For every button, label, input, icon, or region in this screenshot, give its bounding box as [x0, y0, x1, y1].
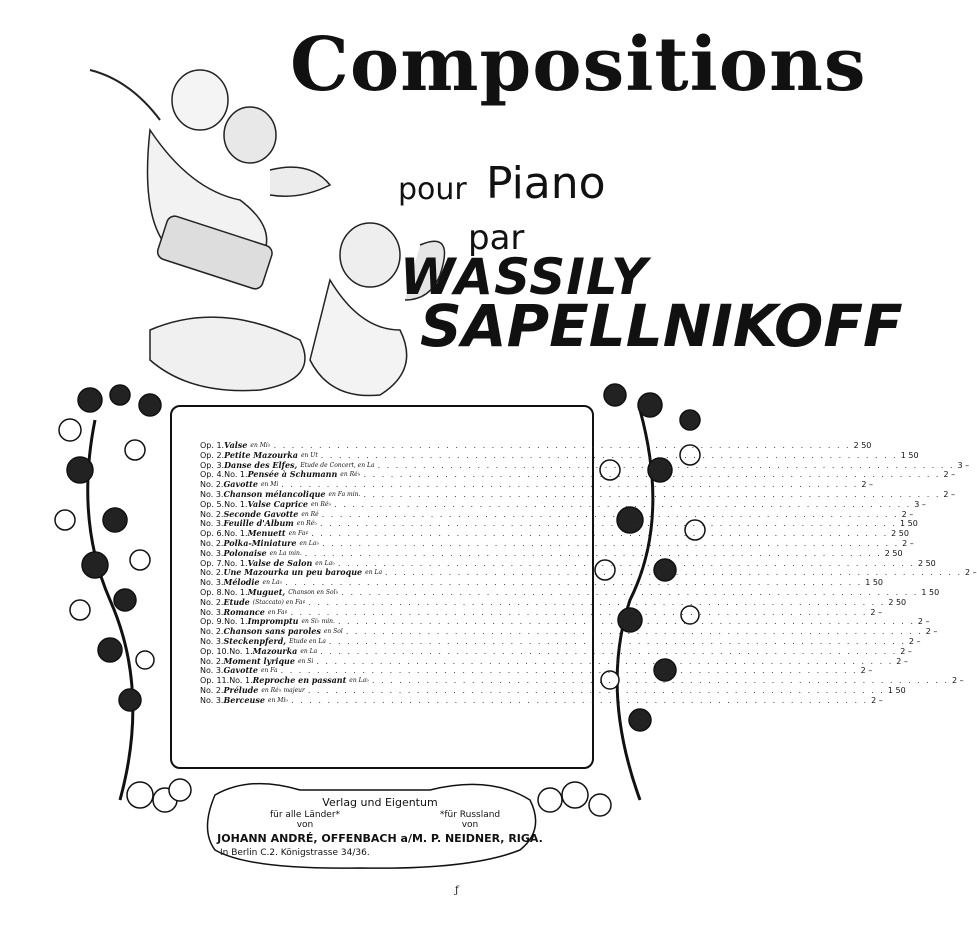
piece-number: No. 3.: [200, 695, 224, 705]
piece-title: Etude: [223, 596, 250, 607]
piece-key: Etude de Concert, en La: [300, 461, 375, 469]
piece-price: 2 –: [943, 470, 956, 480]
piece-title: Danse des Elfes,: [224, 459, 298, 470]
publisher-left-b: von: [296, 820, 314, 830]
piece-key: en La min.: [269, 549, 302, 557]
publisher-right-a: *für Russland: [439, 810, 501, 820]
publisher-left-label: [250, 810, 360, 830]
piece-key: en Si: [297, 657, 314, 665]
piece-price: 2 –: [871, 695, 883, 705]
piece-price: 2 –: [965, 568, 977, 578]
piece-number: No. 1.: [229, 646, 253, 656]
piece-number: No. 1.: [224, 499, 248, 509]
piece-number: No. 2.: [200, 538, 224, 548]
opus-number: Op. 8.: [200, 587, 225, 597]
piece-key: en Mi♭: [267, 696, 289, 704]
piece-title: Valse de Salon: [247, 557, 313, 568]
piece-key: en Ré: [301, 510, 319, 518]
piece-number: No. 3.: [200, 519, 224, 529]
piece-title: Moment lyrique: [223, 655, 295, 666]
piece-key: en La♭: [299, 539, 320, 547]
piece-key: en Ré♭: [311, 500, 332, 508]
piece-price: 3 –: [914, 499, 926, 509]
piece-key: Etude en La: [289, 637, 326, 645]
piece-price: 2 –: [901, 509, 914, 519]
piece-title: Muguet,: [247, 586, 286, 597]
piece-title: Gavotte: [223, 479, 258, 490]
piece-price: 2 –: [870, 607, 883, 617]
title-piano: Piano: [486, 158, 606, 209]
piece-title: Chanson sans paroles: [223, 626, 321, 637]
catalog-row: [200, 586, 940, 598]
piece-price: 2 –: [902, 538, 914, 548]
leader-dots: [364, 470, 941, 480]
piece-key: en La♭: [262, 579, 283, 587]
piece-price: 2 50: [917, 558, 936, 568]
piece-number: No. 3.: [200, 607, 224, 617]
opus-number: Op. 1.: [200, 441, 225, 450]
piece-title: Steckenpferd,: [223, 635, 287, 646]
publisher-block: [217, 796, 543, 858]
piece-key: en La♭: [315, 559, 335, 567]
piece-key: en La: [300, 647, 318, 655]
piece-title: Mélodie: [223, 577, 260, 588]
piece-number: No. 2.: [200, 627, 224, 637]
publisher-right-b: von: [461, 820, 479, 830]
piece-number: No. 2.: [200, 480, 224, 490]
piece-number: No. 3.: [200, 578, 224, 588]
piece-price: 2 50: [891, 529, 909, 539]
leader-dots: [291, 696, 868, 706]
piece-key: en Fa♯: [288, 530, 309, 538]
leader-dots: [290, 608, 867, 618]
leader-dots: [321, 451, 898, 461]
piece-price: 2 –: [925, 627, 938, 637]
piece-number: No. 1.: [224, 617, 248, 627]
leader-dots: [338, 559, 915, 569]
opus-number: Op. 11.: [200, 676, 230, 686]
piece-key: Chanson en Sol♭: [288, 588, 339, 596]
piece-key: en Fa: [260, 667, 278, 675]
composer-first-name: WASSILY: [400, 248, 649, 306]
piece-title: Berceuse: [223, 694, 265, 705]
piece-price: 2 –: [896, 656, 908, 666]
piece-title: Romance: [223, 606, 265, 617]
opus-number: Op. 3.: [200, 460, 225, 470]
piece-key: en La: [365, 569, 383, 577]
leader-dots: [378, 461, 955, 471]
opus-number: Op. 5.: [200, 499, 225, 509]
piece-price: 1 50: [900, 450, 919, 460]
piece-number: No. 1.: [224, 558, 248, 568]
piece-key: en Ré♭ majeur: [261, 686, 305, 694]
piece-key: en Ré♭: [340, 471, 361, 479]
piece-price: 2 50: [884, 548, 903, 558]
piece-title: Prélude: [223, 684, 259, 695]
piece-key: en La♭: [349, 677, 369, 685]
opus-number: Op. 10.: [200, 646, 230, 656]
piece-number: No. 2.: [200, 509, 224, 519]
footer-mark: ƒ: [455, 885, 459, 896]
piece-price: 2 –: [900, 646, 912, 656]
piece-key: en Si♭ min.: [301, 618, 335, 626]
opus-number: Op. 9.: [200, 617, 225, 627]
works-catalog: [200, 440, 977, 706]
leader-dots: [329, 637, 906, 647]
piece-title: Mazourka: [252, 645, 298, 656]
leader-dots: [281, 666, 858, 676]
piece-key: en Fa min.: [328, 490, 361, 498]
leader-dots: [308, 598, 885, 608]
piece-number: No. 3.: [200, 489, 224, 499]
leader-dots: [281, 480, 858, 490]
piece-number: No. 3.: [200, 636, 224, 646]
piece-title: Menuett: [247, 528, 286, 539]
piece-price: 1 50: [921, 587, 940, 597]
leader-dots: [341, 588, 918, 598]
piece-title: Valse Caprice: [247, 498, 308, 509]
publisher-names: JOHANN ANDRÉ, OFFENBACH a/M. P. NEIDNER, RIGA.: [217, 832, 543, 845]
piece-key: en Ut: [300, 451, 318, 459]
piece-number: No. 3.: [200, 666, 224, 676]
publisher-right-label: [410, 810, 530, 830]
piece-price: 2 –: [860, 666, 873, 676]
piece-title: Impromptu: [247, 616, 299, 627]
piece-title: Gavotte: [223, 665, 258, 676]
publisher-address: In Berlin C.2. Königstrasse 34/36.: [220, 848, 370, 858]
leader-dots: [320, 647, 897, 657]
piece-key: en Fa♯: [267, 608, 288, 616]
piece-title: Polka-Miniature: [223, 537, 297, 548]
leader-dots: [334, 500, 911, 510]
piece-title: Valse: [224, 440, 248, 450]
piece-number: No. 2.: [200, 656, 224, 666]
piece-number: No. 1.: [224, 529, 248, 539]
leader-dots: [322, 510, 899, 520]
piece-price: 2 50: [853, 441, 872, 450]
leader-dots: [274, 441, 851, 451]
piece-title: Seconde Gavotte: [223, 508, 299, 519]
piece-key: en Ré♭: [296, 520, 318, 528]
leader-dots: [322, 539, 899, 549]
opus-number: Op. 7.: [200, 558, 225, 568]
piece-price: 2 50: [888, 597, 907, 607]
composer-last-name: SAPELLNIKOFF: [420, 292, 903, 360]
opus-number: Op. 4.: [200, 470, 225, 480]
piece-title: Feuille d'Album: [223, 518, 294, 529]
piece-number: No. 2.: [200, 568, 224, 578]
piece-price: 2 –: [951, 676, 964, 686]
title-par: par: [468, 218, 525, 258]
piece-number: No. 1.: [229, 676, 253, 686]
piece-price: 1 50: [899, 519, 918, 529]
publisher-heading: Verlag und Eigentum: [322, 796, 438, 809]
piece-number: No. 3.: [200, 548, 224, 558]
opus-number: Op. 2.: [200, 450, 225, 460]
leader-dots: [320, 519, 897, 529]
piece-number: No. 1.: [224, 587, 248, 597]
piece-price: 2 –: [861, 480, 873, 490]
piece-number: No. 1.: [224, 470, 248, 480]
leader-dots: [285, 578, 862, 588]
title-compositions: Compositions: [290, 22, 867, 108]
piece-number: No. 2.: [200, 597, 224, 607]
catalog-row: [200, 694, 883, 706]
opus-number: Op. 6.: [200, 529, 225, 539]
piece-price: 2 –: [917, 617, 930, 627]
leader-dots: [385, 568, 962, 578]
piece-key: (Staccato) en Fa♯: [252, 598, 306, 606]
leader-dots: [308, 686, 885, 696]
leader-dots: [311, 529, 888, 539]
publisher-left-a: für alle Länder*: [269, 810, 341, 820]
piece-price: 3 –: [957, 460, 970, 470]
leader-dots: [305, 549, 882, 559]
piece-title: Une Mazourka un peu baroque: [223, 567, 363, 578]
leader-dots: [316, 657, 893, 667]
piece-title: Petite Mazourka: [224, 449, 298, 460]
piece-title: Polonaise: [223, 547, 267, 558]
title-pour: pour: [398, 172, 467, 207]
piece-price: 2 –: [908, 636, 921, 646]
leader-dots: [346, 627, 923, 637]
piece-price: 2 –: [943, 489, 956, 499]
piece-key: en Sol: [323, 628, 343, 636]
piece-title: Pensée à Schumann: [247, 469, 338, 480]
piece-price: 1 50: [865, 578, 884, 588]
leader-dots: [338, 617, 915, 627]
leader-dots: [372, 676, 949, 686]
left-floral-border: [55, 385, 161, 800]
piece-price: 1 50: [887, 685, 906, 695]
piece-title: Reproche en passant: [252, 675, 347, 686]
piece-number: No. 2.: [200, 685, 224, 695]
piece-key: en Mi: [260, 481, 279, 489]
piece-key: en Mi♭: [250, 442, 271, 449]
cherubs-illustration: [90, 70, 445, 396]
leader-dots: [363, 490, 940, 500]
piece-title: Chanson mélancolique: [223, 488, 326, 499]
